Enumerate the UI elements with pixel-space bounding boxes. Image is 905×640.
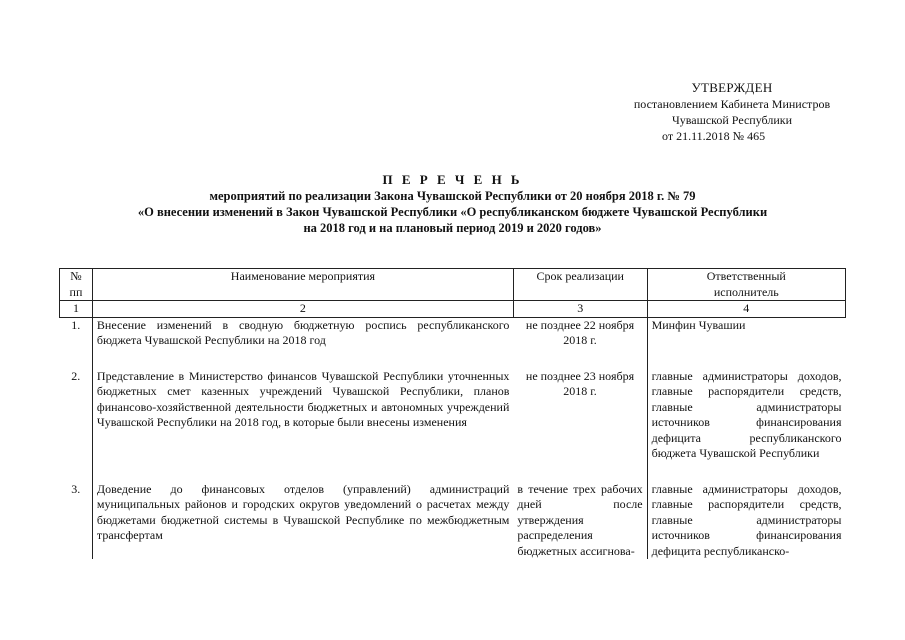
- table-row: [60, 317, 846, 349]
- document-title: П Е Р Е Ч Е Н Ь: [382, 172, 523, 187]
- row-responsible: главные администраторы доходов, главные распорядители средств, главные администраторы источников финансирования дефицита республиканского бюджета Чувашской Республики: [647, 369, 845, 462]
- table-row: [60, 482, 846, 560]
- row-term: не позднее 22 ноября 2018 г.: [525, 317, 635, 347]
- row-name: Доведение до финансовых отделов (управлений) администраций муниципальных районов и городских округов уведомлений о расчетах между бюджетами бюджетной системы в Чувашской Республике по межбюджетным трансфертам: [96, 481, 510, 542]
- header-name: Наименование мероприятия: [92, 269, 513, 301]
- row-number: 3.: [60, 482, 93, 560]
- approval-line-1: постановлением Кабинета Министров: [633, 97, 831, 111]
- row-term: в течение трех рабочих дней после утверждения распределения бюджетных ассигнова-: [517, 481, 643, 558]
- row-term: не позднее 23 ноября 2018 г.: [525, 368, 635, 398]
- table-row: [60, 369, 846, 462]
- column-number: 3: [513, 301, 647, 318]
- row-spacer: [60, 462, 846, 482]
- column-number: 1: [60, 301, 93, 318]
- approval-date: от 21.11.2018 № 465: [662, 129, 766, 143]
- measures-table: [59, 268, 846, 559]
- document-heading: [60, 172, 845, 236]
- row-spacer: [60, 349, 846, 369]
- header-number-bottom: пп: [69, 284, 83, 299]
- approval-title: УТВЕРЖДЕН: [691, 80, 773, 95]
- header-number: [60, 269, 93, 301]
- header-responsible: [647, 269, 845, 301]
- column-number: 4: [647, 301, 845, 318]
- approval-stamp: [612, 80, 852, 144]
- row-number: 2.: [60, 369, 93, 462]
- heading-line-2: «О внесении изменений в Закон Чувашской Республики «О республиканском бюджете Чувашской Республики: [137, 205, 768, 219]
- header-term: Срок реализации: [513, 269, 647, 301]
- row-name: Представление в Министерство финансов Чувашской Республики уточненных бюджетных смет казенных учреждений Чувашской Республики, планов финансово-хозяйственной деятельности бюджетных и автономных учреждений Чувашской Республики на 2018 год, в которые были внесены изменения: [96, 368, 510, 429]
- row-responsible: главные администраторы доходов, главные распорядители средств, главные администраторы источников финансирования дефицита республиканско-: [647, 482, 845, 560]
- row-number: 1.: [60, 317, 93, 349]
- heading-line-1: мероприятий по реализации Закона Чувашской Республики от 20 ноября 2018 г. № 79: [209, 189, 696, 203]
- heading-line-3: на 2018 год и на плановый период 2019 и 2020 годов»: [303, 221, 602, 235]
- header-responsible-top: Ответственный: [706, 269, 786, 283]
- column-number-row: [60, 301, 846, 318]
- header-responsible-bottom: исполнитель: [713, 284, 779, 299]
- row-name: Внесение изменений в сводную бюджетную роспись республиканского бюджета Чувашской Республики на 2018 год: [96, 317, 510, 347]
- column-number: 2: [92, 301, 513, 318]
- approval-line-2: Чувашской Республики: [671, 113, 793, 127]
- header-number-top: №: [70, 269, 82, 283]
- table-header-row: [60, 269, 846, 301]
- row-responsible: Минфин Чувашии: [647, 317, 845, 349]
